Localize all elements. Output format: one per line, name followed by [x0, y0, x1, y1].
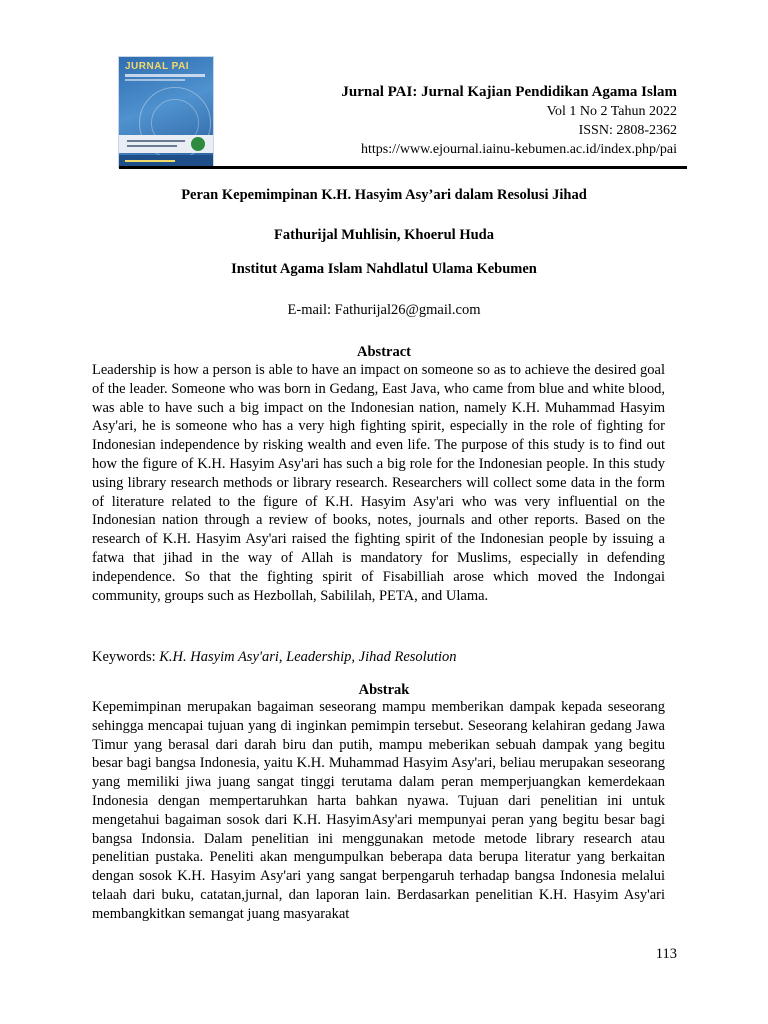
cover-title: JURNAL PAI — [125, 61, 190, 72]
cover-subtitle-bar — [125, 74, 205, 77]
abstrak-heading: Abstrak — [358, 682, 410, 698]
journal-title: Jurnal PAI: Jurnal Kajian Pendidikan Agama Islam — [341, 84, 677, 100]
abstract-heading: Abstract — [357, 344, 411, 360]
journal-issn: ISSN: 2808-2362 — [578, 123, 677, 138]
abstrak-text: Kepemimpinan merupakan bagaiman seseorang mampu memberikan dampak kepada seseorang sehingga mencapai tujuan yang di inginkan pemimpin tersebut. Seseorang kelahiran gedang Jawa Timur yang berasal dari darah biru dan putih, mampu meberikan sebuah dampak yang begitu besar bagi bangsa Indonesia, yaitu K.H. Muhammad Hasyim Asy'ari, beliau merupakan seseorang yang memiliki jiwa juang sangat tinggi terutama dalam peran memperjuangkan kemerdekaan Indonesia dengan mempertaruhkan harta bahkan nyawa. Tujuan dari penelitian ini untuk mengetahui bagaiman sosok dari K.H. HasyimAsy'ari mempunyai peran yang begitu besar bagi bangsa Indonsia. Dalam penelitian ini menggunakan metode metode library research atau penelitian pustaka. Peneliti akan mengumpulkan beberapa data berupa literatur yang berkaitan dengan sosok K.H. Hasyim Asy'ari yang sangat berpengaruh terhadap bangsa Indonesia melalui telaah dari buku, catatan,jurnal, dan laporan lain. Berdasarkan penelitian K.H. Hasyim Asy'ari membangkitkan semangat juang masyarakat — [92, 699, 665, 922]
page-number: 113 — [655, 946, 677, 962]
journal-header — [341, 82, 677, 159]
cover-band-text — [127, 140, 185, 142]
journal-url[interactable]: https://www.ejournal.iainu-kebumen.ac.id/index.php/pai — [361, 142, 677, 157]
header-divider — [119, 166, 687, 169]
cover-footer-text — [125, 160, 175, 162]
abstract-text: Leadership is how a person is able to have an impact on someone so as to achieve the desired goal of the leader. Someone who was born in Gedang, East Java, who came from blue and white blood, was able to have such a big impact on the Indonesian nation, namely K.H. Muhammad Hasyim Asy'ari, he is someone who has a very high fighting spirit, especially in the role of fighting for Indonesian independence by risking wealth and even life. The purpose of this study is to find out how the figure of K.H. Hasyim Asy'ari has such a big role for the Indonesian people. In this study using library research methods or library research. Researchers will collect some data in the form of literature related to the figure of K.H. Hasyim Asy'ari who was very influential on the Indonesian nation through a review of books, notes, journals and other reports. Based on the research of K.H. Hasyim Asy'ari raised the fighting spirit of the Indonesian people by issuing a fatwa that jihad in the way of Allah is mandatory for Muslims, especially in defending independence. So that the fighting spirit of Fisabilliah arose which moved the Indongai community, groups such as Hezbollah, Sabililah, PETA, and Ulama. — [92, 362, 665, 604]
keywords-line — [92, 649, 457, 666]
keywords-label: Keywords: — [92, 649, 160, 665]
article-email: E-mail: Fathurijal26@gmail.com — [287, 302, 481, 318]
journal-volume: Vol 1 No 2 Tahun 2022 — [546, 104, 677, 119]
article-title: Peran Kepemimpinan K.H. Hasyim Asy’ari dalam Resolusi Jihad — [181, 187, 587, 203]
cover-band-text — [127, 145, 177, 147]
article-authors: Fathurijal Muhlisin, Khoerul Huda — [274, 227, 494, 243]
article-institution: Institut Agama Islam Nahdlatul Ulama Kebumen — [231, 261, 537, 277]
cover-subtitle-bar — [125, 79, 185, 81]
cover-seal-icon — [191, 137, 205, 151]
journal-cover-image — [119, 57, 213, 167]
keywords-value: K.H. Hasyim Asy'ari, Leadership, Jihad Resolution — [159, 649, 457, 665]
